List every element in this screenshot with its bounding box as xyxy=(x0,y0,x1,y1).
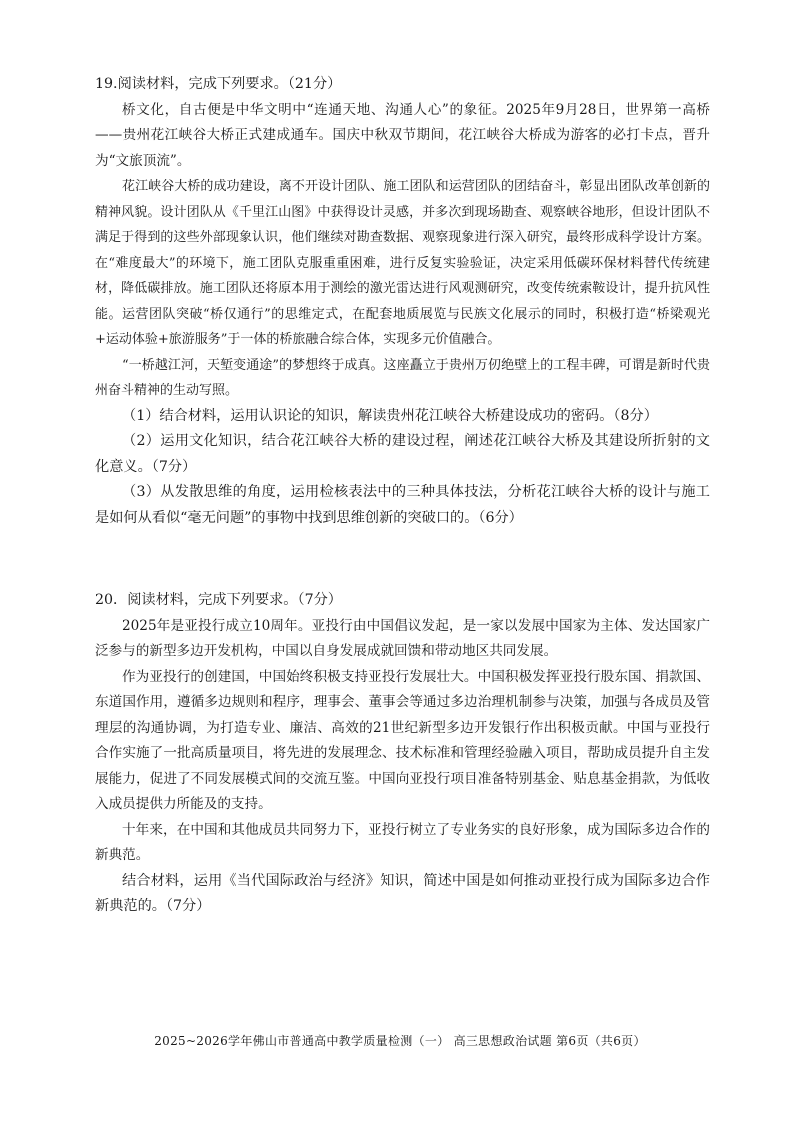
question-19 xyxy=(95,72,710,531)
q19-paragraph-3: “一桥越江河，天堑变通途”的梦想终于成真。这座矗立于贵州万仞绝壁上的工程丰碑，可谓是新时代贵州奋斗精神的生动写照。 xyxy=(95,357,710,398)
q19-paragraph-2: 花江峡谷大桥的成功建设，离不开设计团队、施工团队和运营团队的团结奋斗，彰显出团队改革创新的精神风貌。设计团队从《千里江山图》中获得设计灵感，并多次到现场勘查、观察峡谷地形，但设计团队不满足于得到的这些外部现象认识，他们继续对勘查数据、观察现象进行深入研究，最终形成科学设计方案。在“难度最大”的环境下，施工团队克服重重困难，进行反复实验验证，决定采用低碳环保材料替代传统建材，降低碳排放。施工团队还将原本用于测绘的激光雷达进行风观测研究，改变传统索鞍设计，提升抗风性能。运营团队突破“桥仅通行”的思维定式，在配套地质展览与民族文化展示的同时，积极打造“桥梁观光+运动体验+旅游服务”于一体的桥旅融合综合体，实现多元价值融合。 xyxy=(95,179,710,347)
q20-paragraph-2: 作为亚投行的创建国，中国始终积极支持亚投行发展壮大。中国积极发挥亚投行股东国、捐款国、东道国作用，遵循多边规则和程序，理事会、董事会等通过多边治理机制参与决策，加强与各成员及管理层的沟通协调，为打造专业、廉洁、高效的21世纪新型多边开发银行作出积极贡献。中国与亚投行合作实施了一批高质量项目，将先进的发展理念、技术标准和管理经验融入项目，帮助成员提升自主发展能力，促进了不同发展模式间的交流互鉴。中国向亚投行项目准备特别基金、贴息基金捐款，为低收入成员提供力所能及的支持。 xyxy=(95,668,710,812)
q19-subquestion-2: （2）运用文化知识，结合花江峡谷大桥的建设过程，阐述花江峡谷大桥及其建设所折射的文化意义。（7分） xyxy=(95,433,710,475)
q20-question: 结合材料，运用《当代国际政治与经济》知识，简述中国是如何推动亚投行成为国际多边合作新典范的。（7分） xyxy=(95,872,710,914)
q20-heading: 20．阅读材料，完成下列要求。（7分） xyxy=(95,592,342,608)
page-footer: 2025~2026学年佛山市普通高中教学质量检测（一） 高三思想政治试题 第6页（共6页） xyxy=(154,1034,646,1048)
question-20 xyxy=(95,588,710,920)
q19-heading: 19.阅读材料，完成下列要求。（21分） xyxy=(95,76,342,92)
q19-subquestion-3: （3）从发散思维的角度，运用检核表法中的三种具体技法，分析花江峡谷大桥的设计与施工是如何从看似“毫无问题”的事物中找到思维创新的突破口的。（6分） xyxy=(95,484,710,526)
q19-paragraph-1: 桥文化，自古便是中华文明中“连通天地、沟通人心”的象征。2025年9月28日，世界第一高桥——贵州花江峡谷大桥正式建成通车。国庆中秋双节期间，花江峡谷大桥成为游客的必打卡点，晋升为“文旅顶流”。 xyxy=(95,101,710,169)
q20-paragraph-3: 十年来，在中国和其他成员共同努力下，亚投行树立了专业务实的良好形象，成为国际多边合作的新典范。 xyxy=(95,821,710,863)
q20-paragraph-1: 2025年是亚投行成立10周年。亚投行由中国倡议发起，是一家以发展中国家为主体、发达国家广泛参与的新型多边开发机构，中国以自身发展成就回馈和带动地区共同发展。 xyxy=(95,617,710,659)
q19-subquestion-1: （1）结合材料，运用认识论的知识，解读贵州花江峡谷大桥建设成功的密码。（8分） xyxy=(122,407,658,424)
